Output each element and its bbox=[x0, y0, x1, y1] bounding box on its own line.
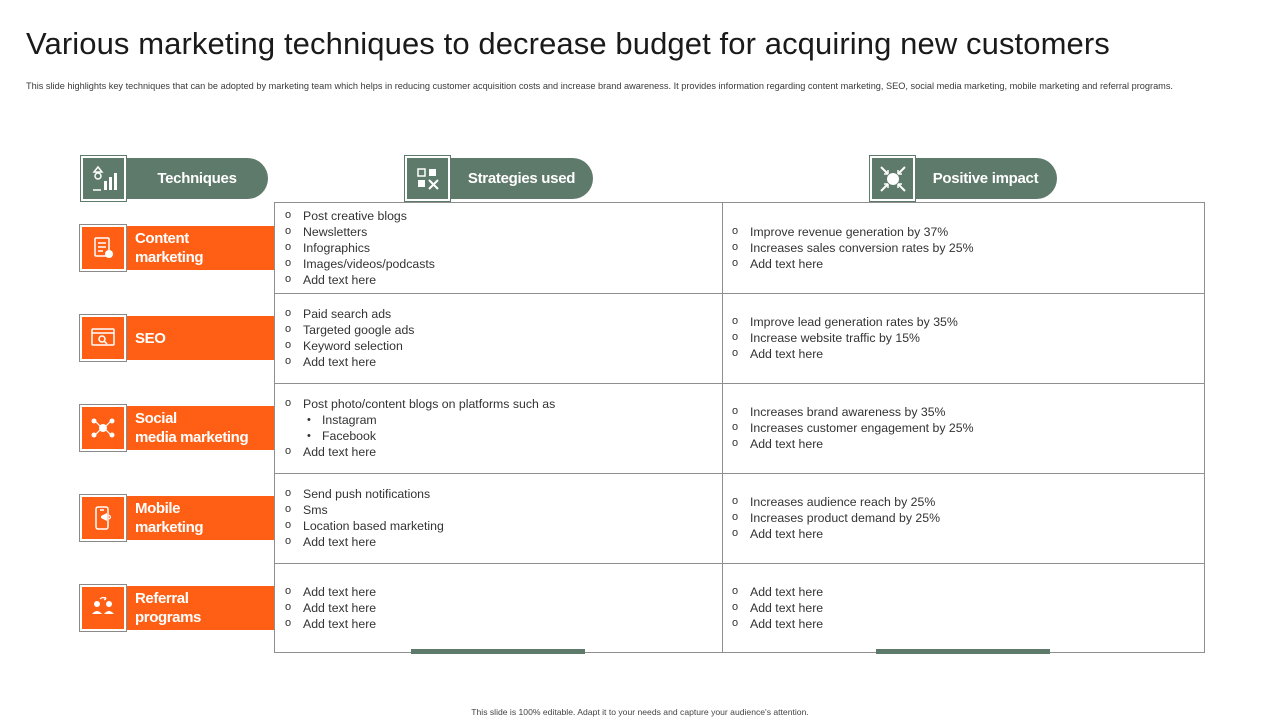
strategy-item: • Instagram bbox=[285, 412, 715, 428]
impact-item: o Improve lead generation rates by 35% bbox=[732, 314, 1197, 330]
impact-item: o Add text here bbox=[732, 600, 1197, 616]
impact-item: o Add text here bbox=[732, 616, 1197, 632]
content-marketing-icon bbox=[79, 224, 127, 272]
strategy-item: o Infographics bbox=[285, 240, 715, 256]
strategies-cell bbox=[285, 563, 715, 653]
strategy-item: o Images/videos/podcasts bbox=[285, 256, 715, 272]
impact-item: o Add text here bbox=[732, 436, 1197, 452]
impact-cell bbox=[732, 563, 1197, 653]
strategy-item: o Add text here bbox=[285, 444, 715, 460]
technique-label-seo: SEO bbox=[127, 316, 274, 360]
header-techniques-label: Techniques bbox=[157, 170, 237, 187]
strategy-item: o Post photo/content blogs on platforms such as bbox=[285, 396, 715, 412]
header-strategies bbox=[450, 158, 593, 199]
impact-header-icon bbox=[869, 155, 916, 202]
strategy-item: o Add text here bbox=[285, 584, 715, 600]
strategy-item: o Add text here bbox=[285, 354, 715, 370]
strategy-item: o Add text here bbox=[285, 616, 715, 632]
impact-cell bbox=[732, 473, 1197, 563]
strategy-item: o Add text here bbox=[285, 534, 715, 550]
referral-programs-icon bbox=[79, 584, 127, 632]
strategy-item: o Send push notifications bbox=[285, 486, 715, 502]
header-strategies-label: Strategies used bbox=[467, 170, 576, 187]
slide-subtitle: This slide highlights key techniques that can be adopted by marketing team which helps in reducing customer acquisition costs and increase brand awareness. It provides information regarding content marketing, SEO, social media marketing, mobile marketing and referral programs. bbox=[26, 81, 1173, 91]
strategy-item: • Facebook bbox=[285, 428, 715, 444]
strategy-item: o Location based marketing bbox=[285, 518, 715, 534]
strategy-item: o Paid search ads bbox=[285, 306, 715, 322]
social-media-icon bbox=[79, 404, 127, 452]
strategies-header-icon bbox=[404, 155, 451, 202]
impact-item: o Add text here bbox=[732, 256, 1197, 272]
header-techniques bbox=[126, 158, 268, 199]
strategy-item: o Keyword selection bbox=[285, 338, 715, 354]
technique-label-mobile-marketing: Mobile marketing bbox=[127, 496, 274, 540]
strategy-item: o Newsletters bbox=[285, 224, 715, 240]
strategies-cell bbox=[285, 473, 715, 563]
strategy-item: o Add text here bbox=[285, 600, 715, 616]
strategy-item: o Targeted google ads bbox=[285, 322, 715, 338]
impact-item: o Increases audience reach by 25% bbox=[732, 494, 1197, 510]
impact-cell bbox=[732, 383, 1197, 473]
header-impact-label: Positive impact bbox=[932, 170, 1039, 187]
mobile-marketing-icon bbox=[79, 494, 127, 542]
impact-item: o Add text here bbox=[732, 526, 1197, 542]
strategy-item: o Post creative blogs bbox=[285, 208, 715, 224]
impact-item: o Add text here bbox=[732, 584, 1197, 600]
technique-label-content-marketing: Content marketing bbox=[127, 226, 274, 270]
techniques-table bbox=[274, 202, 1205, 653]
impact-item: o Increases product demand by 25% bbox=[732, 510, 1197, 526]
impact-cell bbox=[732, 293, 1197, 383]
accent-bar-right bbox=[876, 649, 1050, 654]
slide-title: Various marketing techniques to decrease budget for acquiring new customers bbox=[26, 26, 1110, 61]
strategy-item: o Add text here bbox=[285, 272, 715, 288]
strategy-icon bbox=[413, 164, 443, 194]
target-arrows-icon bbox=[878, 164, 908, 194]
technique-label-social-media: Social media marketing bbox=[127, 406, 274, 450]
seo-icon bbox=[79, 314, 127, 362]
analytics-icon bbox=[89, 164, 119, 194]
impact-item: o Increases sales conversion rates by 25% bbox=[732, 240, 1197, 256]
strategies-cell bbox=[285, 383, 715, 473]
strategies-cell bbox=[285, 293, 715, 383]
impact-item: o Increase website traffic by 15% bbox=[732, 330, 1197, 346]
technique-label-referral-programs: Referral programs bbox=[127, 586, 274, 630]
impact-item: o Add text here bbox=[732, 346, 1197, 362]
impact-item: o Increases customer engagement by 25% bbox=[732, 420, 1197, 436]
slide-footer: This slide is 100% editable. Adapt it to your needs and capture your audience's attention. bbox=[471, 707, 809, 717]
techniques-header-icon bbox=[80, 155, 127, 202]
strategy-item: o Sms bbox=[285, 502, 715, 518]
header-impact bbox=[914, 158, 1057, 199]
strategies-cell bbox=[285, 203, 715, 293]
accent-bar-left bbox=[411, 649, 585, 654]
impact-item: o Improve revenue generation by 37% bbox=[732, 224, 1197, 240]
impact-cell bbox=[732, 203, 1197, 293]
impact-item: o Increases brand awareness by 35% bbox=[732, 404, 1197, 420]
